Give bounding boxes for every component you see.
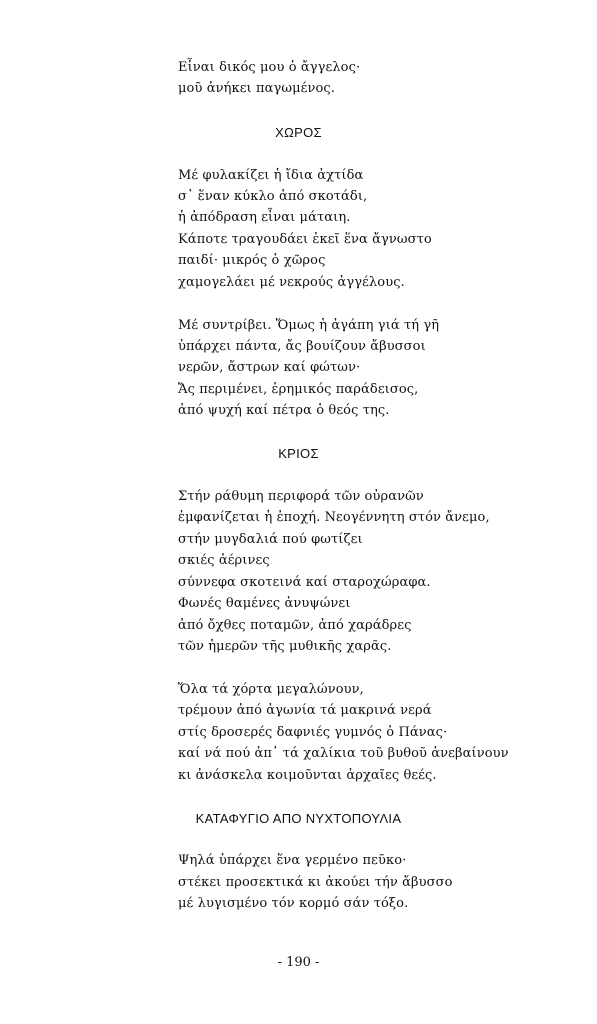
poem-line: ἀπό ψυχή καί πέτρα ὁ θεός της. (178, 403, 390, 418)
poem-line: Ψηλά ὑπάρχει ἕνα γερμένο πεῦκο· (178, 853, 407, 868)
poem-line: ἡ ἀπόδραση εἶναι μάταιη. (178, 210, 351, 225)
poem-line: Φωνές θαμένες ἀνυψώνει (178, 596, 351, 611)
poem-line: τρέμουν ἀπό ἀγωνία τά μακρινά νερά (178, 703, 432, 718)
poem-line: ὑπάρχει πάντα, ἄς βουίζουν ἄβυσσοι (178, 339, 426, 354)
poem-line: στέκει προσεκτικά κι ἀκούει τήν ἄβυσσο (178, 875, 453, 890)
poem-line: Εἶναι δικός μου ὁ ἄγγελος· (178, 60, 361, 75)
poem-line: Μέ φυλακίζει ἡ ἴδια ἀχτίδα (178, 168, 364, 183)
poem-line: κι ἀνάσκελα κοιμοῦνται ἀρχαῖες θεές. (178, 768, 437, 783)
poem-line: τῶν ἡμερῶν τῆς μυθικῆς χαρᾶς. (178, 639, 392, 654)
poem-line: στίς δροσερές δαφνιές γυμνός ὁ Πάνας· (178, 725, 448, 740)
poem-line: μοῦ ἀνήκει παγωμένος. (178, 81, 335, 96)
poem-line: μέ λυγισμένο τόν κορμό σάν τόξο. (178, 896, 409, 911)
section-title: ΧΩΡΟΣ (275, 125, 322, 140)
poem-line: χαμογελάει μέ νεκρούς ἀγγέλους. (178, 275, 405, 290)
poem-line: ἀπό ὄχθες ποταμῶν, ἀπό χαράδρες (178, 618, 412, 633)
poem-line: σύννεφα σκοτεινά καί σταροχώραφα. (178, 575, 431, 590)
poem-line: Ὅλα τά χόρτα μεγαλώνουν, (178, 682, 364, 697)
poem-line: παιδί· μικρός ὁ χῶρος (178, 253, 326, 268)
poem-line: Ἄς περιμένει, ἐρημικός παράδεισος, (178, 382, 419, 397)
poem-line: σ᾽ ἕναν κύκλο ἀπό σκοτάδι, (178, 189, 368, 204)
section-title: ΚΑΤΑΦΥΓΙΟ ΑΠΟ ΝΥΧΤΟΠΟΥΛΙΑ (195, 811, 402, 826)
poem-line: σκιές ἀέρινες (178, 553, 270, 568)
poem-line: Κάποτε τραγουδάει ἐκεῖ ἕνα ἄγνωστο (178, 232, 432, 247)
section-title: ΚΡΙΟΣ (278, 446, 319, 461)
poem-line: Στήν ράθυμη περιφορά τῶν οὐρανῶν (178, 489, 424, 504)
poem-line: στήν μυγδαλιά πού φωτίζει (178, 532, 363, 547)
poem-line: νερῶν, ἄστρων καί φώτων· (178, 360, 361, 375)
page-number: - 190 - (277, 955, 320, 970)
poem-line: ἐμφανίζεται ἡ ἐποχή. Νεογέννητη στόν ἄνεμο, (178, 510, 490, 525)
poem-line: καί νά πού ἀπ᾽ τά χαλίκια τοῦ βυθοῦ ἀνεβαίνουν (178, 746, 509, 761)
poem-line: Μέ συντρίβει. Ὅμως ἡ ἀγάπη γιά τή γῆ (178, 318, 440, 333)
